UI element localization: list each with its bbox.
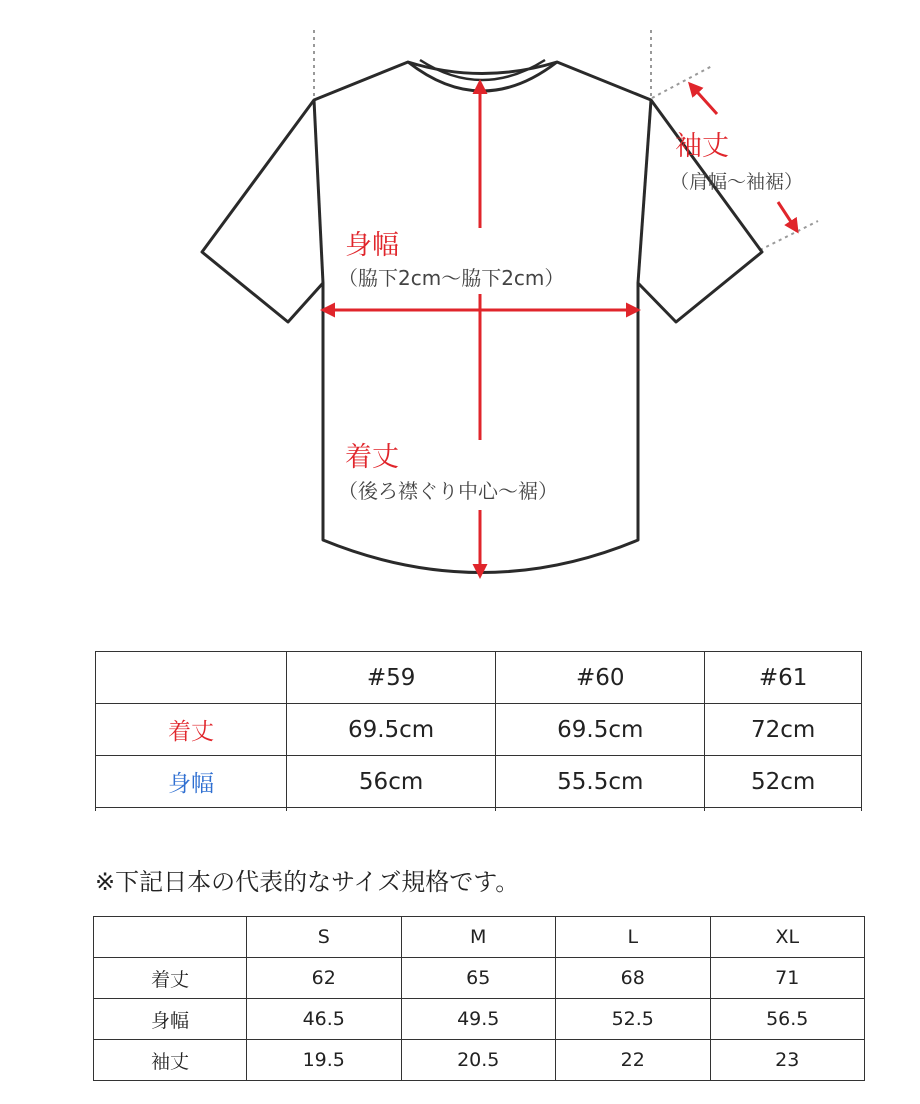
width-label: 身幅 [345, 230, 399, 261]
table-spacer-row [96, 808, 862, 812]
standard-size-table [93, 916, 865, 1081]
table-cell: 69.5cm [496, 704, 705, 756]
table-cell: 49.5 [401, 999, 556, 1040]
column-header: L [556, 917, 711, 958]
spacer-cell [287, 808, 496, 812]
product-measurement-table [95, 651, 862, 811]
standard-size-note: ※下記日本の代表的なサイズ規格です。 [95, 868, 520, 896]
table-cell: 72cm [705, 704, 862, 756]
column-header: #60 [496, 652, 705, 704]
table-cell: 20.5 [401, 1040, 556, 1081]
guide-lines [314, 30, 818, 250]
sleeve-arrow-bottom [778, 202, 797, 231]
table-header-row [94, 917, 865, 958]
table-row [96, 756, 862, 808]
table-row [94, 958, 865, 999]
table-cell: 22 [556, 1040, 711, 1081]
width-note: （脇下2cm〜脇下2cm） [338, 266, 565, 290]
sleeve-label: 袖丈 [675, 131, 729, 162]
table-cell: 65 [401, 958, 556, 999]
table-cell: 68 [556, 958, 711, 999]
table-cell: 23 [710, 1040, 865, 1081]
table-cell: 56.5 [710, 999, 865, 1040]
table-cell: 55.5cm [496, 756, 705, 808]
length-label: 着丈 [345, 442, 399, 473]
spacer-cell [96, 808, 287, 812]
table-cell: 56cm [287, 756, 496, 808]
column-header: S [247, 917, 402, 958]
table-cell: 52.5 [556, 999, 711, 1040]
sleeve-arrow-top [690, 84, 717, 114]
spacer-cell [496, 808, 705, 812]
spacer-cell [705, 808, 862, 812]
row-label: 身幅 [94, 999, 247, 1040]
table-cell: 52cm [705, 756, 862, 808]
table-cell: 46.5 [247, 999, 402, 1040]
row-label: 袖丈 [94, 1040, 247, 1081]
table-row [94, 1040, 865, 1081]
table-corner-cell [94, 917, 247, 958]
column-header: XL [710, 917, 865, 958]
table-cell: 71 [710, 958, 865, 999]
row-label: 着丈 [94, 958, 247, 999]
table-row [94, 999, 865, 1040]
table-row [96, 704, 862, 756]
table-cell: 69.5cm [287, 704, 496, 756]
table-cell: 19.5 [247, 1040, 402, 1081]
row-label: 身幅 [96, 756, 287, 808]
table-header-row [96, 652, 862, 704]
row-label: 着丈 [96, 704, 287, 756]
table-corner-cell [96, 652, 287, 704]
table-cell: 62 [247, 958, 402, 999]
column-header: M [401, 917, 556, 958]
sleeve-note: （肩幅〜袖裾） [670, 171, 804, 193]
length-note: （後ろ襟ぐり中心〜裾） [338, 479, 558, 503]
column-header: #61 [705, 652, 862, 704]
column-header: #59 [287, 652, 496, 704]
